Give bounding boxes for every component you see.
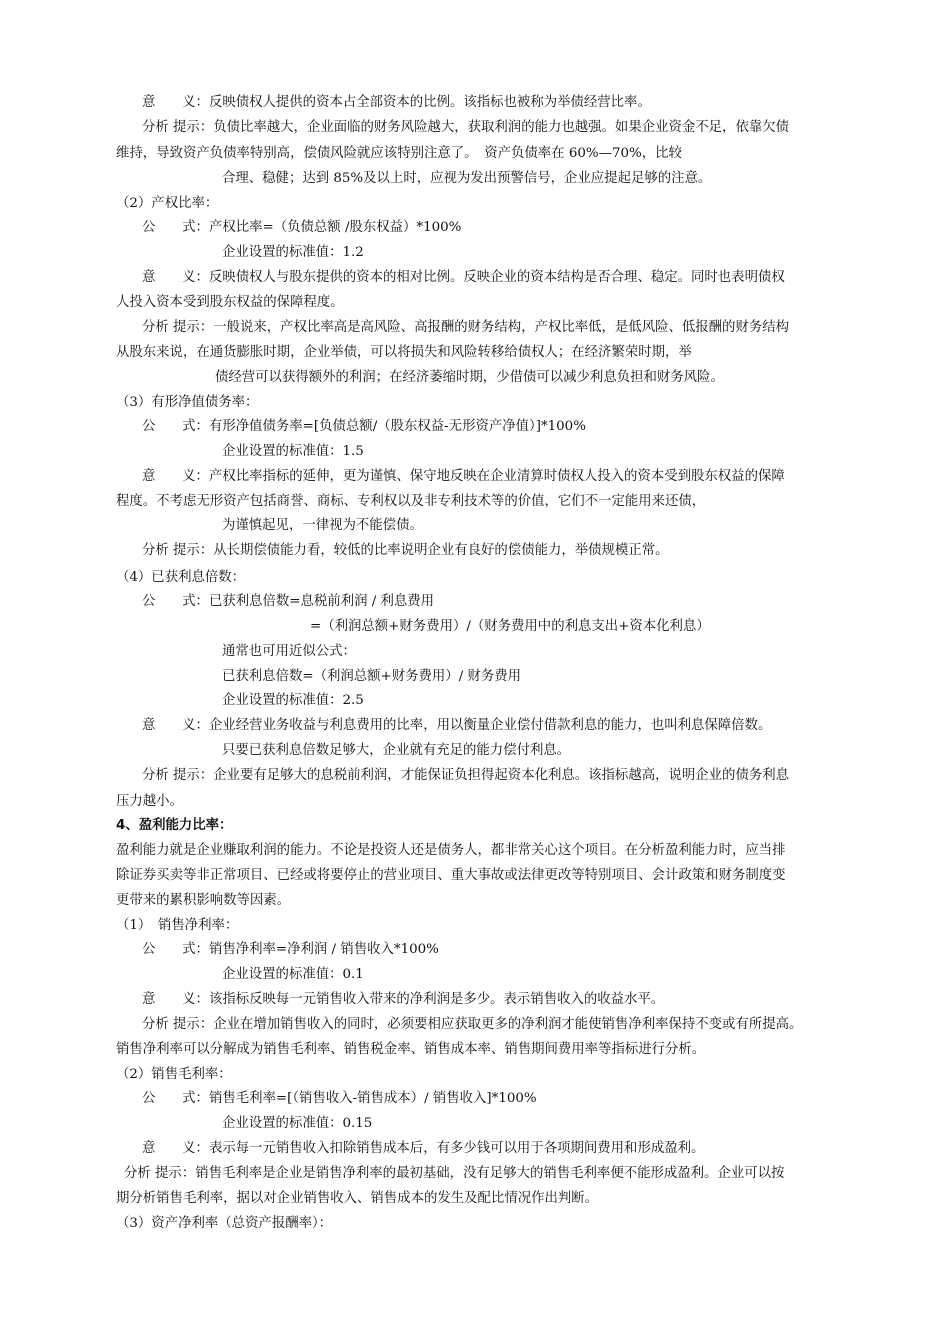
text-line: 分析 提示：从长期偿债能力看，较低的比率说明企业有良好的偿债能力，举债规模正常。 xyxy=(142,543,669,558)
text-line: 分析 提示：企业要有足够大的息税前利润，才能保证负担得起资本化利息。该指标越高，说明企业的债务利息 xyxy=(142,768,790,783)
text-line: 分析 提示：一般说来，产权比率高是高风险、高报酬的财务结构，产权比率低，是低风险、低报酬的财务结构 xyxy=(142,320,790,335)
text-line: 销售净利率可以分解成为销售毛利率、销售税金率、销售成本率、销售期间费用率等指标进行分析。 xyxy=(116,1042,706,1057)
text-line: 分析 提示：企业在增加销售收入的同时，必须要相应获取更多的净利润才能使销售净利率保持不变或有所提高。 xyxy=(142,1017,803,1032)
section-heading: （2）产权比率： xyxy=(116,196,219,211)
text-line: 压力越小。 xyxy=(116,794,183,809)
text-line: 意 义：反映债权人与股东提供的资本的相对比例。反映企业的资本结构是否合理、稳定。同时也表明债权 xyxy=(142,270,785,285)
text-line: 分析 提示：销售毛利率是企业是销售净利率的最初基础，没有足够大的销售毛利率便不能形成盈利。企业可以按 xyxy=(124,1166,785,1181)
formula-line: 公 式：销售毛利率=[（销售收入-销售成本）/ 销售收入]*100% xyxy=(142,1091,537,1106)
formula-line: 公 式：产权比率=（负债总额 /股东权益）*100% xyxy=(142,220,462,235)
text-line: 盈利能力就是企业赚取利润的能力。不论是投资人还是债务人，都非常关心这个项目。在分析盈利能力时，应当排 xyxy=(116,843,786,858)
section-heading: （4）已获利息倍数： xyxy=(116,570,246,585)
section-heading: （1） 销售净利率： xyxy=(116,918,239,933)
text-line: 除证券买卖等非正常项目、已经或将要停止的营业项目、重大事故或法律更改等特别项目、会计政策和财务制度变 xyxy=(116,868,786,883)
text-line: 意 义：反映债权人提供的资本占全部资本的比例。该指标也被称为举债经营比率。 xyxy=(142,95,651,110)
text-line: 意 义：企业经营业务收益与利息费用的比率，用以衡量企业偿付借款利息的能力，也叫利息保障倍数。 xyxy=(142,718,772,733)
text-line: 意 义：该指标反映每一元销售收入带来的净利润是多少。表示销售收入的收益水平。 xyxy=(142,992,665,1007)
standard-value: 企业设置的标准值：2.5 xyxy=(222,693,364,708)
text-line: 合理、稳健；达到 85%及以上时，应视为发出预警信号，企业应提起足够的注意。 xyxy=(222,171,712,186)
text-line: 程度。不考虑无形资产包括商誉、商标、专利权以及非专利技术等的价值，它们不一定能用来还债， xyxy=(116,494,706,509)
chapter-heading: 4、盈利能力比率： xyxy=(116,818,233,833)
standard-value: 企业设置的标准值：0.15 xyxy=(222,1116,373,1131)
formula-line: 公 式：有形净值债务率=[负债总额/（股东权益-无形资产净值）]*100% xyxy=(142,419,586,434)
text-line: 只要已获利息倍数足够大，企业就有充足的能力偿付利息。 xyxy=(222,743,571,758)
section-heading: （2）销售毛利率： xyxy=(116,1067,232,1082)
text-line: 更带来的累积影响数等因素。 xyxy=(116,893,291,908)
section-heading: （3）资产净利率（总资产报酬率）： xyxy=(116,1216,333,1231)
text-line: 期分析销售毛利率，据以对企业销售收入、销售成本的发生及配比情况作出判断。 xyxy=(116,1191,599,1206)
standard-value: 企业设置的标准值：1.2 xyxy=(222,245,364,260)
text-line: 意 义：产权比率指标的延伸，更为谨慎、保守地反映在企业清算时债权人投入的资本受到股东权益的保障 xyxy=(142,469,785,484)
standard-value: 企业设置的标准值：1.5 xyxy=(222,444,364,459)
section-heading: （3）有形净值债务率： xyxy=(116,395,259,410)
formula-line: =（利润总额+财务费用）/（财务费用中的利息支出+资本化利息） xyxy=(310,619,710,634)
formula-line: 已获利息倍数=（利润总额+财务费用）/ 财务费用 xyxy=(222,669,522,684)
formula-line: 公 式：已获利息倍数=息税前利润 / 利息费用 xyxy=(142,594,435,609)
text-line: 通常也可用近似公式： xyxy=(222,644,356,659)
text-line: 意 义：表示每一元销售收入扣除销售成本后，有多少钱可以用于各项期间费用和形成盈利。 xyxy=(142,1141,705,1156)
formula-line: 公 式：销售净利率=净利润 / 销售收入*100% xyxy=(142,942,439,957)
text-line: 债经营可以获得额外的利润；在经济萎缩时期，少借债可以减少利息负担和财务风险。 xyxy=(215,370,724,385)
text-line: 人投入资本受到股东权益的保障程度。 xyxy=(116,295,344,310)
text-line: 分析 提示：负债比率越大，企业面临的财务风险越大，获取利润的能力也越强。如果企业资金不足，依靠欠债 xyxy=(142,120,790,135)
text-line: 从股东来说，在通货膨胀时期，企业举债，可以将损失和风险转移给债权人；在经济繁荣时期，举 xyxy=(116,345,692,360)
text-line: 为谨慎起见，一律视为不能偿债。 xyxy=(222,518,423,533)
text-line: 维持，导致资产负债率特别高，偿债风险就应该特别注意了。 资产负债率在 60%—70%，比较 xyxy=(116,146,682,161)
standard-value: 企业设置的标准值：0.1 xyxy=(222,967,364,982)
